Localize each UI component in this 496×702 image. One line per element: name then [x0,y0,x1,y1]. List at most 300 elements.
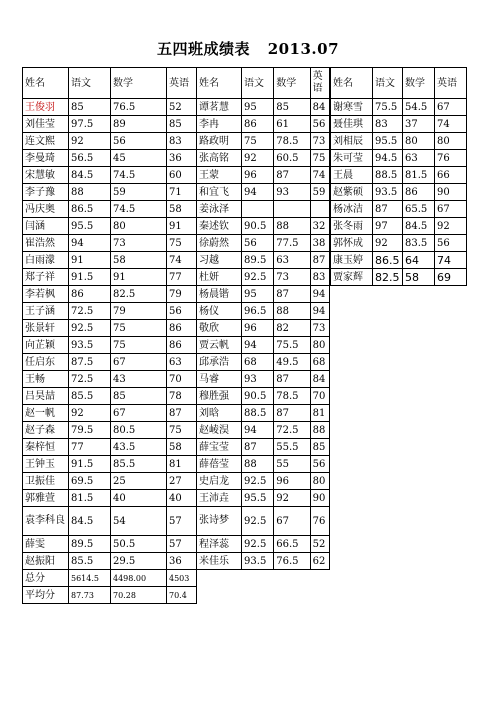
chinese-score: 84.5 [69,167,111,184]
student-name: 和宜飞 [197,184,242,201]
chinese-score: 95 [242,99,274,116]
english-score: 83 [310,269,329,286]
math-score: 82 [274,320,310,337]
english-score: 90 [310,490,329,507]
chinese-score [242,201,274,218]
chinese-score: 96 [242,320,274,337]
english-score: 90 [435,184,467,201]
chinese-score: 87 [242,439,274,456]
english-score: 91 [167,218,197,235]
english-score: 94 [310,303,329,320]
english-score: 73 [310,133,329,150]
table-row [197,371,330,388]
math-score: 85 [274,99,310,116]
student-name: 邱承浩 [197,354,242,371]
table-row [197,99,330,116]
chinese-score: 89.5 [69,536,111,553]
math-score: 43.5 [111,439,167,456]
english-score: 56 [310,456,329,473]
math-score: 54 [111,507,167,536]
chinese-score: 96.5 [242,303,274,320]
student-name: 米佳乐 [197,553,242,570]
math-score: 59 [111,184,167,201]
table-row [23,456,197,473]
table-row [23,286,197,303]
table-row [197,235,330,252]
english-score: 60 [167,167,197,184]
student-name: 刘晗 [197,405,242,422]
chinese-score: 84.5 [69,507,111,536]
chinese-score: 94.5 [373,150,403,167]
score-table-2 [196,67,330,570]
chinese-score: 92 [69,133,111,150]
math-score: 67 [111,405,167,422]
student-name: 王晨 [331,167,373,184]
table-row [197,337,330,354]
totals-chinese: 5614.5 [69,570,111,587]
totals-math: 4498.00 [111,570,167,587]
math-score: 45 [111,150,167,167]
student-name: 冯庆奥 [23,201,69,218]
math-score: 55 [274,456,310,473]
table-row [23,473,197,490]
chinese-score: 91.5 [69,456,111,473]
math-score: 91 [111,269,167,286]
chinese-score: 72.5 [69,371,111,388]
chinese-score: 88 [242,456,274,473]
student-name: 张冬雨 [331,218,373,235]
chinese-score: 91 [69,252,111,269]
english-score: 88 [310,422,329,439]
math-score: 92 [274,490,310,507]
english-score: 70 [310,388,329,405]
chinese-score: 92.5 [242,473,274,490]
chinese-score: 93 [242,371,274,388]
student-name: 王钟玉 [23,456,69,473]
math-score: 63 [403,150,435,167]
student-name: 徐蔚然 [197,235,242,252]
math-score: 81.5 [403,167,435,184]
english-score: 36 [167,150,197,167]
math-score: 43 [111,371,167,388]
english-score: 94 [310,286,329,303]
header-english: 英语 [167,68,197,99]
chinese-score: 77 [69,439,111,456]
english-score: 92 [435,218,467,235]
student-name: 白雨濛 [23,252,69,269]
averages-row [23,587,197,604]
english-score: 36 [167,553,197,570]
student-name: 吕昊喆 [23,388,69,405]
student-name: 秦梓恒 [23,439,69,456]
totals-english: 4503 [167,570,197,587]
english-score: 56 [435,235,467,252]
student-name: 郭怀成 [331,235,373,252]
student-name: 马睿 [197,371,242,388]
student-name: 闫涵 [23,218,69,235]
table-row [197,536,330,553]
table-row [197,490,330,507]
table-row [23,553,197,570]
chinese-score: 97 [373,218,403,235]
english-score: 57 [167,536,197,553]
student-name: 刘相辰 [331,133,373,150]
math-score: 61 [274,116,310,133]
english-score: 84 [310,371,329,388]
table-row [23,99,197,116]
header-chinese: 语文 [242,68,274,99]
math-score: 86 [403,184,435,201]
table-row [23,235,197,252]
math-score: 80.5 [111,422,167,439]
averages-label: 平均分 [23,587,69,604]
student-name: 王畅 [23,371,69,388]
chinese-score: 95.5 [373,133,403,150]
chinese-score: 68 [242,354,274,371]
english-score: 66 [435,167,467,184]
student-name: 赵崚淏 [197,422,242,439]
chinese-score: 86 [69,286,111,303]
math-score: 96 [274,473,310,490]
chinese-score: 93.5 [373,184,403,201]
chinese-score: 92 [69,405,111,422]
english-score: 71 [167,184,197,201]
chinese-score: 92 [373,235,403,252]
title-date: 2013.07 [267,40,340,58]
chinese-score: 95 [242,286,274,303]
table-row [197,218,330,235]
english-score: 74 [167,252,197,269]
math-score [274,201,310,218]
math-score: 66.5 [274,536,310,553]
header-english: 英语 [435,68,467,99]
english-score: 85 [167,116,197,133]
chinese-score: 87.5 [69,354,111,371]
table-row [331,116,467,133]
english-score: 67 [435,99,467,116]
english-score: 62 [310,553,329,570]
totals-label: 总分 [23,570,69,587]
table-row [23,536,197,553]
math-score: 87 [274,167,310,184]
table-row [23,388,197,405]
header-math: 数学 [403,68,435,99]
math-score: 58 [403,269,435,286]
english-score: 85 [310,439,329,456]
header-row [23,68,197,99]
chinese-score: 86 [242,116,274,133]
math-score: 75 [111,337,167,354]
math-score: 73 [111,235,167,252]
english-score: 68 [310,354,329,371]
chinese-score: 97.5 [69,116,111,133]
english-score: 59 [310,184,329,201]
chinese-score: 88.5 [373,167,403,184]
header-math: 数学 [274,68,310,99]
table-row [197,252,330,269]
table-row [23,354,197,371]
math-score: 63 [274,252,310,269]
chinese-score: 83 [373,116,403,133]
english-score: 77 [167,269,197,286]
math-score: 25 [111,473,167,490]
student-name: 姜泳泽 [197,201,242,218]
english-score: 74 [435,252,467,269]
student-name: 张高铭 [197,150,242,167]
table-row [331,201,467,218]
student-name: 杨仪 [197,303,242,320]
math-score: 84.5 [403,218,435,235]
chinese-score: 88.5 [242,405,274,422]
math-score: 55.5 [274,439,310,456]
chinese-score: 79.5 [69,422,111,439]
english-score: 52 [167,99,197,116]
table-row [23,337,197,354]
math-score: 82.5 [111,286,167,303]
english-score: 80 [310,473,329,490]
table-row [23,133,197,150]
math-score: 75 [111,320,167,337]
english-score: 81 [310,405,329,422]
table-row [197,286,330,303]
chinese-score: 88 [69,184,111,201]
math-score: 87 [274,405,310,422]
table-row [331,167,467,184]
english-score [310,201,329,218]
english-score: 78 [167,388,197,405]
student-name: 刘佳莹 [23,116,69,133]
math-score: 29.5 [111,553,167,570]
english-score: 56 [167,303,197,320]
english-score: 79 [167,286,197,303]
student-name: 向芷颖 [23,337,69,354]
english-score: 87 [310,252,329,269]
english-score: 56 [310,116,329,133]
score-table-3 [330,67,467,286]
table-row [197,388,330,405]
student-name: 王子涵 [23,303,69,320]
table-row [197,167,330,184]
averages-math: 70.28 [111,587,167,604]
student-name: 薛雯 [23,536,69,553]
student-name: 杨晨锴 [197,286,242,303]
table-row [197,456,330,473]
table-row [331,184,467,201]
chinese-score: 89.5 [242,252,274,269]
table-row [197,354,330,371]
table-row [197,439,330,456]
english-score: 27 [167,473,197,490]
math-score: 64 [403,252,435,269]
table-row [23,439,197,456]
header-name: 姓名 [331,68,373,99]
english-score: 86 [167,320,197,337]
english-score: 57 [167,507,197,536]
table-row [197,422,330,439]
english-score: 75 [310,150,329,167]
student-name: 贾家辉 [331,269,373,286]
table-row [23,116,197,133]
math-score: 87 [274,286,310,303]
student-name: 李冉 [197,116,242,133]
table-row [23,201,197,218]
chinese-score: 92.5 [69,320,111,337]
math-score: 93 [274,184,310,201]
table-row [331,235,467,252]
chinese-score: 91.5 [69,269,111,286]
student-name: 宋慧敏 [23,167,69,184]
student-name: 任启东 [23,354,69,371]
table-row [197,184,330,201]
table-row [23,184,197,201]
table-row [197,320,330,337]
math-score: 74.5 [111,167,167,184]
header-english: 英语 [310,68,329,99]
table-row [23,371,197,388]
student-name: 连文熙 [23,133,69,150]
table-row [23,303,197,320]
student-name: 赵一帆 [23,405,69,422]
math-score: 74.5 [111,201,167,218]
student-name: 谭茗慧 [197,99,242,116]
math-score: 75.5 [274,337,310,354]
student-name: 李子豫 [23,184,69,201]
header-row [331,68,467,99]
chinese-score: 82.5 [373,269,403,286]
chinese-score: 86.5 [373,252,403,269]
header-name: 姓名 [23,68,69,99]
math-score: 50.5 [111,536,167,553]
chinese-score: 94 [242,422,274,439]
page-title [0,38,496,59]
table-row [197,553,330,570]
student-name: 赵紫硕 [331,184,373,201]
chinese-score: 86.5 [69,201,111,218]
chinese-score: 56.5 [69,150,111,167]
student-name: 郑子祥 [23,269,69,286]
student-name: 薛宝莹 [197,439,242,456]
totals-row [23,570,197,587]
chinese-score: 85.5 [69,553,111,570]
table-row [331,218,467,235]
header-chinese: 语文 [69,68,111,99]
chinese-score: 75.5 [373,99,403,116]
student-name: 卫振佳 [23,473,69,490]
table-row [331,99,467,116]
table-row [197,473,330,490]
math-score: 79 [111,303,167,320]
student-name: 张景轩 [23,320,69,337]
student-name: 李曼琦 [23,150,69,167]
header-chinese: 语文 [373,68,403,99]
table-row [197,303,330,320]
math-score: 89 [111,116,167,133]
student-name: 敬欣 [197,320,242,337]
table-row [23,167,197,184]
chinese-score: 90.5 [242,218,274,235]
chinese-score: 94 [242,337,274,354]
student-name: 崔浩然 [23,235,69,252]
chinese-score: 90.5 [242,388,274,405]
student-name: 史启龙 [197,473,242,490]
student-name: 李若枫 [23,286,69,303]
table-row [23,269,197,286]
chinese-score: 87 [373,201,403,218]
english-score: 80 [310,337,329,354]
student-name: 康玉婷 [331,252,373,269]
header-row [197,68,330,99]
score-table-1 [22,67,197,604]
math-score: 65.5 [403,201,435,218]
chinese-score: 93.5 [69,337,111,354]
english-score: 74 [435,116,467,133]
math-score: 73 [274,269,310,286]
math-score: 80 [403,133,435,150]
english-score: 83 [167,133,197,150]
english-score: 52 [310,536,329,553]
student-name: 杜妍 [197,269,242,286]
english-score: 76 [310,507,329,536]
math-score: 54.5 [403,99,435,116]
title-text: 五四班成绩表 [156,40,250,58]
english-score: 70 [167,371,197,388]
math-score: 49.5 [274,354,310,371]
english-score: 73 [310,320,329,337]
table-row [331,133,467,150]
student-name: 聂佳琪 [331,116,373,133]
english-score: 74 [310,167,329,184]
table-row [197,133,330,150]
student-name: 路政明 [197,133,242,150]
table-row [331,269,467,286]
english-score: 58 [167,439,197,456]
math-score: 76.5 [274,553,310,570]
header-math: 数学 [111,68,167,99]
math-score: 76.5 [111,99,167,116]
table-row [197,269,330,286]
chinese-score: 85.5 [69,388,111,405]
math-score: 56 [111,133,167,150]
math-score: 72.5 [274,422,310,439]
math-score: 88 [274,218,310,235]
chinese-score: 69.5 [69,473,111,490]
table-row [23,218,197,235]
table-row [197,150,330,167]
student-name: 张诗梦 [197,507,242,536]
english-score: 75 [167,422,197,439]
english-score: 69 [435,269,467,286]
chinese-score: 94 [69,235,111,252]
math-score: 77.5 [274,235,310,252]
table-row [23,320,197,337]
english-score: 87 [167,405,197,422]
table-row [331,252,467,269]
chinese-score: 72.5 [69,303,111,320]
student-name: 朱可莹 [331,150,373,167]
english-score: 81 [167,456,197,473]
table-row [23,405,197,422]
math-score: 78.5 [274,133,310,150]
math-score: 67 [111,354,167,371]
student-name: 袁李科良 [23,507,69,536]
chinese-score: 92.5 [242,507,274,536]
math-score: 58 [111,252,167,269]
header-name: 姓名 [197,68,242,99]
averages-chinese: 87.73 [69,587,111,604]
chinese-score: 96 [242,167,274,184]
chinese-score: 92.5 [242,269,274,286]
english-score: 32 [310,218,329,235]
